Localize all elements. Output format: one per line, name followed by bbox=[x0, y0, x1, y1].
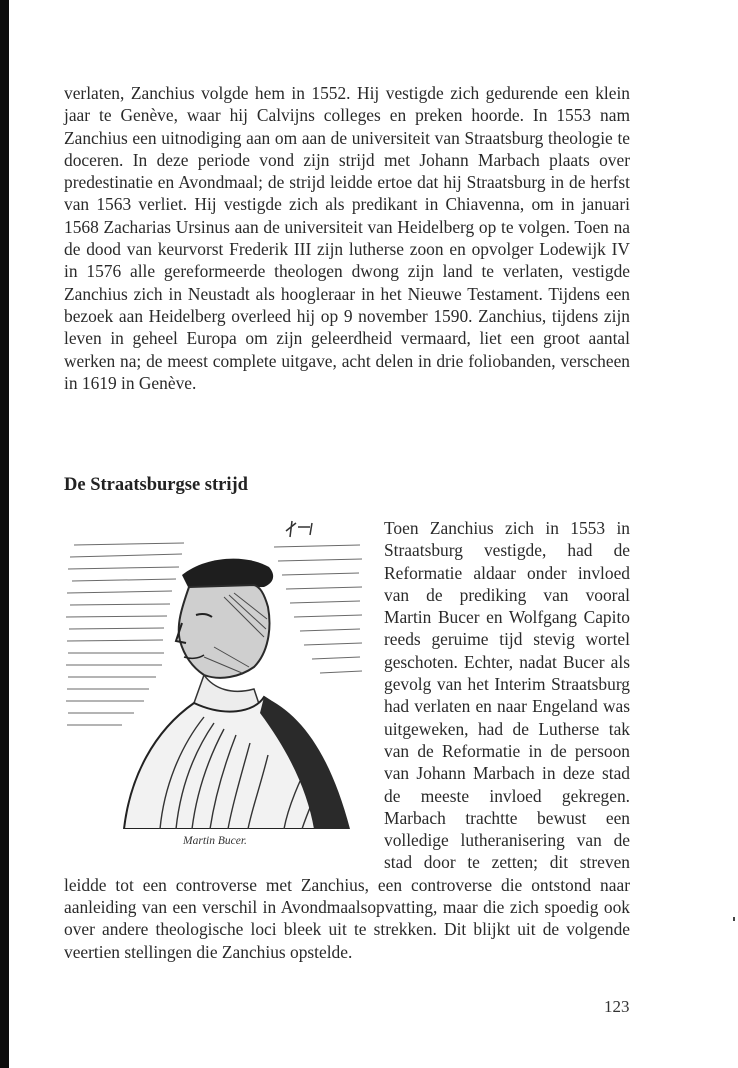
page-number: 123 bbox=[604, 997, 630, 1016]
figure-caption: Martin Bucer. bbox=[183, 835, 247, 847]
text-block-bottom bbox=[64, 517, 630, 963]
section-heading: De Straatsburgse strijd bbox=[64, 475, 248, 495]
paragraph-2: Toen Zanchius zich in 1553 in Straatsburg vestigde, had de Reformatie aldaar onder invloed van de prediking van vooral Martin Bucer en Wolfgang Capito reeds geruime tijd stevig wortel geschoten. Echter, nadat Bucer als gevolg van het Interim Straatsburg had verlaten en naar Engeland was uitgeweken, had de Lutherse tak van de Reformatie in de persoon van Johann Marbach in deze stad de meeste invloed gekregen. Marbach trachtte bewust een volledige lutheranisering van de stad door te zetten; dit streven leidde tot een controverse met Zanchius, een controverse die ontstond naar aanleiding van een verschil in Avondmaalsopvatting, maar die zich spoedig ook over andere theologische loci bleek uit te strekken. Dit blijkt uit de volgende veertien stellingen die Zanchius opstelde. bbox=[64, 518, 630, 962]
page-edge-bar bbox=[0, 0, 9, 1068]
paragraph-1: verlaten, Zanchius volgde hem in 1552. Hij vestigde zich gedurende een klein jaar te Genève, waar hij Calvijns colleges en preken hoorde. In 1553 nam Zanchius een uitnodiging aan om aan de universiteit van Straatsburg theologie te doceren. In deze periode vond zijn strijd met Johann Marbach plaats over predestinatie en Avondmaal; de strijd leidde ertoe dat hij Straatsburg in de herfst van 1563 verliet. Hij vestigde zich als predikant in Chiavenna, om in januari 1568 Zacharias Ursinus aan de universiteit van Heidelberg op te volgen. Toen na de dood van keurvorst Frederik III zijn lutherse zoon en opvolger Lodewijk IV in 1576 alle gereformeerde theologen dwong zijn land te verlaten, vestigde Zanchius zich in Neustadt als hoogleraar in het Nieuwe Testament. Tijdens een bezoek aan Heidelberg overleed hij op 9 november 1590. Zanchius, tijdens zijn leven in geheel Europa om zijn geleerdheid vermaard, liet een groot aantal werken na; de meest complete uitgave, acht delen in drie foliobanden, verscheen in 1619 in Genève. bbox=[64, 83, 630, 393]
text-block-top bbox=[64, 82, 630, 394]
figure bbox=[64, 517, 366, 854]
portrait-engraving-martin-bucer bbox=[64, 517, 366, 829]
scan-speck bbox=[733, 917, 735, 921]
